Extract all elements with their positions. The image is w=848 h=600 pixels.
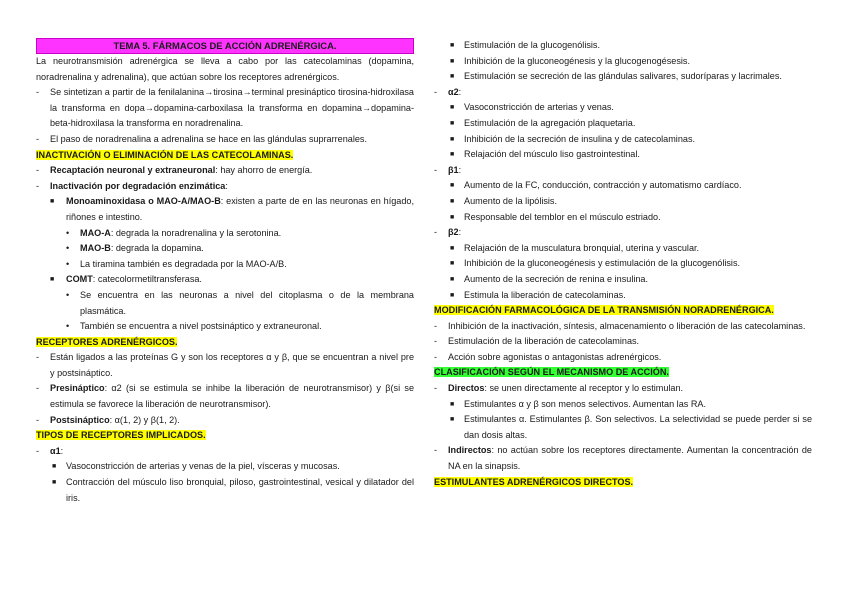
list-item: ■ Aumento de la secreción de renina e insulina.: [450, 273, 649, 284]
list-item: - El paso de noradrenalina a adrenalina se hace en las glándulas suprarrenales.: [36, 133, 367, 144]
list-item: ■ Vasoconstricción de arterias y venas de la piel, vísceras y mucosas.: [52, 461, 340, 472]
list-item: - Están ligados a las proteínas G y son los receptores α y β, que se encuentran a nivel pre y postsináptico.: [36, 352, 414, 378]
list-item: ■ Inhibición de la gluconeogénesis y estimulación de la glucogenólisis.: [450, 258, 741, 269]
document-title: TEMA 5. FÁRMACOS DE ACCIÓN ADRENÉRGICA.: [36, 38, 414, 54]
section-heading-modificacion: MODIFICACIÓN FARMACOLÓGICA DE LA TRANSMISIÓN NORADRENÉRGICA.: [434, 305, 774, 316]
list-item: • También se encuentra a nivel postsináptico y extraneuronal.: [66, 321, 322, 332]
list-item: • Se encuentra en las neuronas a nivel del citoplasma o de la membrana plasmática.: [66, 289, 414, 316]
list-item: - Se sintetizan a partir de la fenilalanina→tirosina→terminal presináptico tirosina-hidroxilasa la transforma en dopa→dopamina-carboxilasa la transforma en dopamina→dopamina-beta-hidroxilasa la transforma en noradrenalina.: [36, 87, 414, 129]
list-item: ■ Relajación del músculo liso gastrointestinal.: [450, 149, 640, 160]
intro-paragraph: La neurotransmisión adrenérgica se lleva a cabo por las catecolaminas (dopamina, noradrenalina y adrenalina), que actúan sobre los receptores adrenérgicos.: [36, 56, 414, 82]
left-column: [36, 38, 414, 506]
list-item: ■ COMT: catecolormetiltransferasa.: [50, 274, 202, 285]
list-item: ■ Inhibición de la gluconeogénesis y la glucogenogésesis.: [450, 55, 690, 66]
list-item: - Recaptación neuronal y extraneuronal: hay ahorro de energía.: [36, 165, 313, 176]
list-item: ■ Contracción del músculo liso bronquial, piloso, gastrointestinal, vesical y dilatador del iris.: [52, 477, 414, 503]
list-item: • La tiramina también es degradada por la MAO-A/B.: [66, 258, 287, 269]
list-item: ■ Estimula la liberación de catecolaminas.: [450, 289, 626, 300]
list-item: ■ Aumento de la FC, conducción, contracción y automatismo cardíaco.: [450, 180, 742, 191]
section-heading-estimulantes: ESTIMULANTES ADRENÉRGICOS DIRECTOS.: [434, 476, 634, 487]
list-item: - Inactivación por degradación enzimática:: [36, 180, 228, 191]
list-item: ■ Responsable del temblor en el músculo estriado.: [450, 211, 661, 222]
list-item: - Postsináptico: α(1, 2) y β(1, 2).: [36, 414, 180, 425]
list-item: ■ Monoaminoxidasa o MAO-A/MAO-B: existen a parte de en las neuronas en hígado, riñones e intestino.: [50, 196, 414, 222]
section-heading-inactivacion: INACTIVACIÓN O ELIMINACIÓN DE LAS CATECOLAMINAS.: [36, 149, 294, 160]
list-item: - α1:: [36, 445, 64, 456]
list-item: - Directos: se unen directamente al receptor y lo estimulan.: [434, 383, 684, 394]
list-item: ■ Aumento de la lipólisis.: [450, 195, 558, 206]
list-item: - β2:: [434, 227, 462, 238]
section-heading-tipos: TIPOS DE RECEPTORES IMPLICADOS.: [36, 430, 206, 441]
list-item: - α2:: [434, 86, 462, 97]
list-item: - Presináptico: α2 (si se estimula se inhibe la liberación de neurotransmisor) y β(si se estimula se favorece la liberación de neurotransmisor).: [36, 383, 414, 410]
list-item: - β1:: [434, 164, 462, 175]
list-item: • MAO-B: degrada la dopamina.: [66, 243, 204, 254]
list-item: - Acción sobre agonistas o antagonistas adrenérgicos.: [434, 351, 662, 362]
list-item: • MAO-A: degrada la noradrenalina y la serotonina.: [66, 227, 282, 238]
list-item: ■ Relajación de la musculatura bronquial, uterina y vascular.: [450, 242, 700, 253]
list-item: ■ Estimulación se secreción de las glándulas salivares, sudoríparas y lacrimales.: [450, 71, 782, 82]
right-column: [434, 38, 812, 490]
list-item: ■ Inhibición de la secreción de insulina y de catecolaminas.: [450, 133, 696, 144]
list-item: - Indirectos: no actúan sobre los receptores directamente. Aumentan la concentración de NA en la sinapsis.: [434, 445, 812, 472]
list-item: - Inhibición de la inactivación, síntesis, almacenamiento o liberación de las catecolaminas.: [434, 320, 806, 331]
list-item: ■ Estimulación de la glucogenólisis.: [450, 40, 600, 50]
section-heading-receptores: RECEPTORES ADRENÉRGICOS.: [36, 336, 178, 347]
list-item: ■ Vasoconstricción de arterias y venas.: [450, 102, 614, 113]
list-item: - Estimulación de la liberación de catecolaminas.: [434, 336, 640, 347]
list-item: ■ Estimulantes α. Estimulantes β. Son selectivos. La selectividad se puede perder si se dan dosis altas.: [450, 414, 812, 440]
section-heading-clasificacion: CLASIFICACIÓN SEGÚN EL MECANISMO DE ACCIÓN.: [434, 367, 669, 378]
list-item: ■ Estimulantes α y β son menos selectivos. Aumentan las RA.: [450, 398, 706, 409]
list-item: ■ Estimulación de la agregación plaquetaria.: [450, 117, 636, 128]
